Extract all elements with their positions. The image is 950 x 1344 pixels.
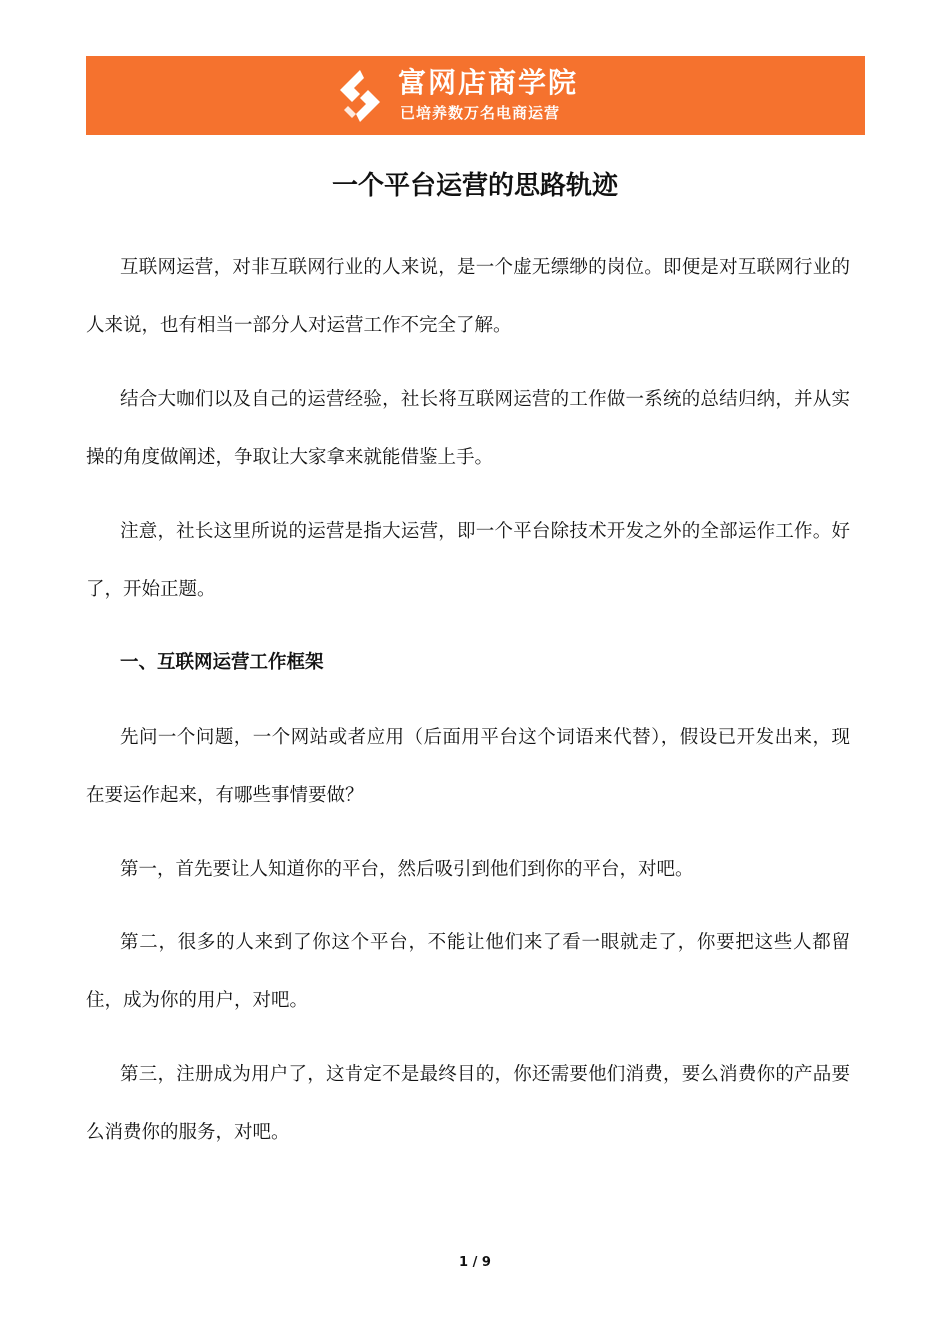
section-paragraph-2: 第一，首先要让人知道你的平台，然后吸引到他们到你的平台，对吧。 xyxy=(120,859,694,880)
section-paragraph-4: 第三，注册成为用户了，这肯定不是最终目的，你还需要他们消费，要么消费你的产品要么消费你的服务，对吧。 xyxy=(86,1064,850,1143)
page-number: 1 / 9 xyxy=(459,1255,491,1270)
intro-paragraph-3: 注意，社长这里所说的运营是指大运营，即一个平台除技术开发之外的全部运作工作。好了，开始正题。 xyxy=(86,521,850,600)
intro-paragraph-2: 结合大咖们以及自己的运营经验，社长将互联网运营的工作做一系统的总结归纳，并从实操的角度做阐述，争取让大家拿来就能借鉴上手。 xyxy=(86,389,850,468)
header-banner xyxy=(86,56,865,135)
brand-logo-icon xyxy=(330,66,390,126)
document-title: 一个平台运营的思路轨迹 xyxy=(331,171,618,201)
brand-tagline: 已培养数万名电商运营 xyxy=(400,104,561,122)
section-heading: 一、互联网运营工作框架 xyxy=(120,652,324,673)
brand-name: 富网店商学院 xyxy=(398,66,579,99)
section-paragraph-3: 第二，很多的人来到了你这个平台，不能让他们来了看一眼就走了，你要把这些人都留住，成为你的用户，对吧。 xyxy=(86,932,850,1011)
section-paragraph-1: 先问一个问题，一个网站或者应用（后面用平台这个词语来代替），假设已开发出来，现在要运作起来，有哪些事情要做？ xyxy=(86,727,850,806)
intro-paragraph-1: 互联网运营，对非互联网行业的人来说，是一个虚无缥缈的岗位。即便是对互联网行业的人来说，也有相当一部分人对运营工作不完全了解。 xyxy=(86,257,850,336)
